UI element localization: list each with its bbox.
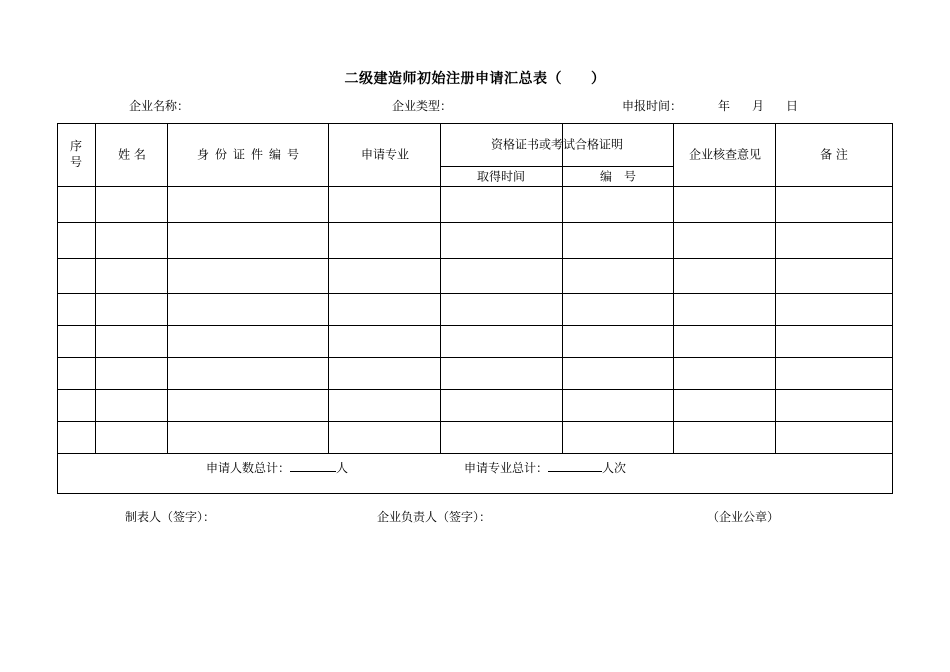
column-divider-line [167,123,168,453]
table-cell[interactable] [169,224,326,256]
table-cell[interactable] [97,224,165,256]
header-company-review: 企业核查意见 [688,147,762,162]
table-cell[interactable] [675,391,773,419]
header-remarks: 备 注 [820,147,848,162]
table-cell[interactable] [675,359,773,387]
table-cell[interactable] [564,260,671,291]
table-cell[interactable] [169,327,326,355]
report-day-label: 日 [786,99,799,113]
table-cell[interactable] [564,295,671,323]
report-month-label: 月 [752,99,765,113]
column-divider-line [562,123,563,453]
table-cell[interactable] [330,391,438,419]
row-divider-line [57,222,893,223]
report-time-label: 申报时间： [622,99,683,113]
header-name: 姓 名 [118,147,146,162]
table-cell[interactable] [777,295,891,323]
column-divider-line [673,123,674,453]
table-cell[interactable] [777,224,891,256]
table-cell[interactable] [169,260,326,291]
table-cell[interactable] [564,359,671,387]
table-cell[interactable] [564,391,671,419]
header-seq-line1: 序 [69,139,83,153]
table-cell[interactable] [777,327,891,355]
row-divider-line [57,293,893,294]
table-cell[interactable] [59,423,93,451]
column-divider-line [775,123,776,453]
table-cell[interactable] [330,359,438,387]
column-divider-line [95,123,96,453]
table-cell[interactable] [442,295,560,323]
table-cell[interactable] [777,359,891,387]
table-cell[interactable] [330,188,438,220]
table-cell[interactable] [59,295,93,323]
table-cell[interactable] [564,188,671,220]
form-title: 二级建造师初始注册申请汇总表（ ） [344,71,606,87]
table-cell[interactable] [59,188,93,220]
table-cell[interactable] [777,423,891,451]
table-cell[interactable] [777,391,891,419]
table-cell[interactable] [97,188,165,220]
table-cell[interactable] [442,327,560,355]
table-cell[interactable] [59,224,93,256]
applicant-total-blank[interactable] [290,459,336,472]
table-cell[interactable] [97,260,165,291]
table-cell[interactable] [442,224,560,256]
table-cell[interactable] [564,423,671,451]
row-divider-line [57,389,893,390]
table-cell[interactable] [97,423,165,451]
applicant-total-label: 申请人数总计： [206,461,291,475]
header-seq [70,138,82,170]
table-cell[interactable] [97,327,165,355]
table-cell[interactable] [59,391,93,419]
row-divider-line [57,357,893,358]
column-divider-line [328,123,329,453]
table-cell[interactable] [59,327,93,355]
table-cell[interactable] [675,188,773,220]
table-cell[interactable] [169,295,326,323]
header-cert-time: 取得时间 [476,169,526,184]
company-head-signature-label: 企业负责人（签字）： [377,510,492,524]
table-cell[interactable] [675,224,773,256]
table-cell[interactable] [97,391,165,419]
table-cell[interactable] [442,188,560,220]
summary-major-total [464,459,626,476]
table-cell[interactable] [777,188,891,220]
table-cell[interactable] [564,224,671,256]
table-cell[interactable] [169,359,326,387]
table-cell[interactable] [169,188,326,220]
subheader-divider-line [440,166,673,167]
row-divider-line [57,325,893,326]
table-cell[interactable] [675,260,773,291]
row-divider-line [57,421,893,422]
table-cell[interactable] [330,260,438,291]
header-certificate-group: 资格证书或考试合格证明 [490,137,624,152]
summary-applicant-total [206,459,348,476]
table-cell[interactable] [330,224,438,256]
company-seal-label: （企业公章） [707,510,780,524]
table-cell[interactable] [330,295,438,323]
header-divider-line [57,186,893,187]
major-unit: 人次 [602,461,627,475]
applicant-unit: 人 [336,461,349,475]
header-major: 申请专业 [360,147,410,162]
table-cell[interactable] [169,391,326,419]
company-name-label: 企业名称： [129,99,190,113]
table-cell[interactable] [442,423,560,451]
row-divider-line [57,453,893,454]
table-cell[interactable] [59,260,93,291]
table-cell[interactable] [442,359,560,387]
table-cell[interactable] [330,423,438,451]
table-cell[interactable] [97,295,165,323]
column-divider-line [440,123,441,453]
report-year-label: 年 [718,99,731,113]
table-cell[interactable] [564,327,671,355]
table-cell[interactable] [169,423,326,451]
header-id-number: 身份证件编号 [196,147,306,162]
table-cell[interactable] [675,327,773,355]
header-cert-number: 编 号 [599,169,637,184]
table-cell[interactable] [97,359,165,387]
table-cell[interactable] [59,359,93,387]
major-total-blank[interactable] [548,459,602,472]
table-cell[interactable] [675,423,773,451]
row-divider-line [57,258,893,259]
table-cell[interactable] [777,260,891,291]
preparer-signature-label: 制表人（签字）： [125,510,216,524]
table-cell[interactable] [442,391,560,419]
table-cell[interactable] [330,327,438,355]
table-cell[interactable] [442,260,560,291]
major-total-label: 申请专业总计： [464,461,549,475]
header-seq-line2: 号 [69,155,83,169]
table-cell[interactable] [675,295,773,323]
company-type-label: 企业类型： [392,99,453,113]
